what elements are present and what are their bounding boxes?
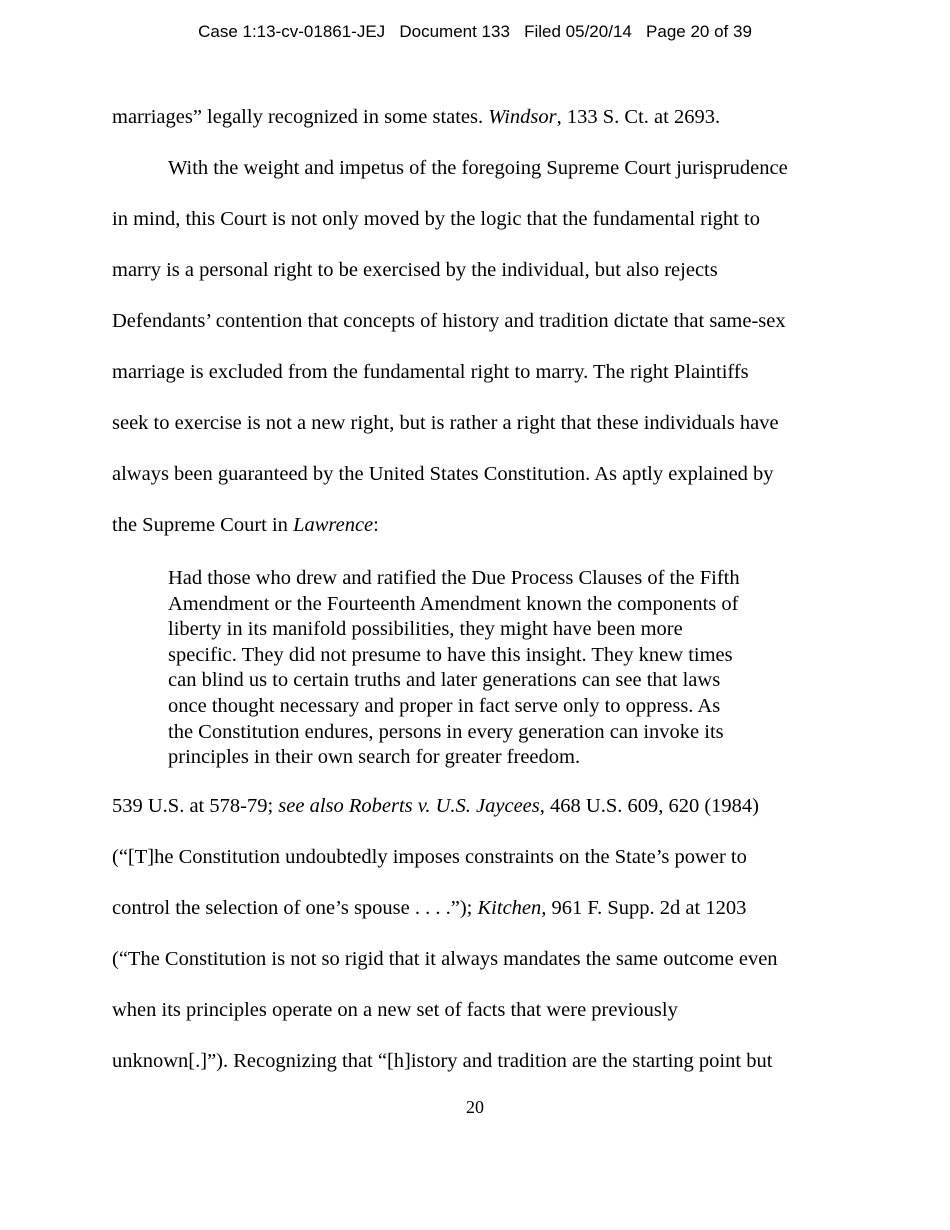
quote-line: can blind us to certain truths and later generations can see that laws [168,669,721,692]
page-number: 20 [466,1097,484,1117]
text-line: With the weight and impetus of the foregoing Supreme Court jurisprudence [168,157,788,179]
case-header [0,22,950,42]
text-line: marriage is excluded from the fundamental right to marry. The right Plaintiffs [112,361,749,383]
quote-line: principles in their own search for greater freedom. [168,746,581,769]
citation-line: when its principles operate on a new set of facts that were previously [112,999,678,1021]
text-line: always been guaranteed by the United States Constitution. As aptly explained by [112,463,774,485]
text-line: the Supreme Court in Lawrence: [112,514,379,536]
quote-line: Had those who drew and ratified the Due Process Clauses of the Fifth [168,567,740,589]
document-number: Document 133 [399,22,510,41]
citation-line: 539 U.S. at 578-79; see also Roberts v. U.S. Jaycees, 468 U.S. 609, 620 (1984) [112,795,759,817]
case-number: Case 1:13-cv-01861-JEJ [198,22,386,41]
page-indicator: Page 20 of 39 [646,22,752,41]
citation-line: unknown[.]”). Recognizing that “[h]istory and tradition are the starting point but [112,1050,773,1072]
citation-line: control the selection of one’s spouse . . . .”); Kitchen, 961 F. Supp. 2d at 1203 [112,897,747,919]
citation-line: (“The Constitution is not so rigid that it always mandates the same outcome even [112,948,778,970]
text-line: seek to exercise is not a new right, but is rather a right that these individuals have [112,412,779,434]
quote-line: once thought necessary and proper in fact serve only to oppress. As [168,694,721,717]
text-line: marry is a personal right to be exercised by the individual, but also rejects [112,259,718,281]
citation-line: (“[T]he Constitution undoubtedly imposes constraints on the State’s power to [112,846,747,868]
text-line: Defendants’ contention that concepts of history and tradition dictate that same-sex [112,310,786,332]
quote-line: the Constitution endures, persons in every generation can invoke its [168,720,724,743]
block-quote [168,566,740,771]
text-line: marriages” legally recognized in some states. Windsor, 133 S. Ct. at 2693. [112,106,721,128]
quote-line: Amendment or the Fourteenth Amendment known the components of [168,592,739,615]
text-line: in mind, this Court is not only moved by the logic that the fundamental right to [112,208,760,230]
filed-date: Filed 05/20/14 [524,22,632,41]
quote-line: liberty in its manifold possibilities, they might have been more [168,618,683,641]
quote-line: specific. They did not presume to have this insight. They knew times [168,643,733,666]
